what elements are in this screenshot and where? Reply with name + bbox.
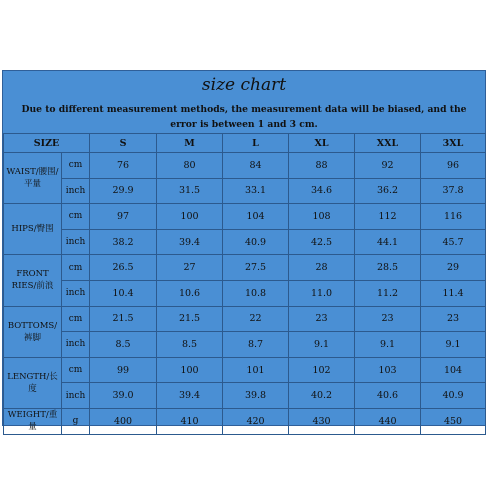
value-cell: 45.7 [421,229,486,255]
value-cell: 28.5 [355,255,421,281]
value-cell: 22 [223,306,289,332]
value-cell: 99 [90,357,157,383]
unit-cell: cm [62,306,90,332]
value-cell: 400 [90,408,157,434]
value-cell: 100 [157,357,223,383]
value-cell: 112 [355,204,421,230]
table-row [4,280,486,306]
value-cell: 23 [355,306,421,332]
size-header-m: M [157,134,223,153]
value-cell: 116 [421,204,486,230]
unit-cell: cm [62,153,90,179]
value-cell: 102 [289,357,355,383]
measurement-label: LENGTH/长度 [4,357,62,408]
value-cell: 410 [157,408,223,434]
value-cell: 29.9 [90,178,157,204]
size-table-body [4,153,486,435]
table-row [4,204,486,230]
value-cell: 104 [421,357,486,383]
size-header-label: SIZE [4,134,90,153]
unit-cell: inch [62,332,90,358]
value-cell: 8.5 [90,332,157,358]
value-cell: 27.5 [223,255,289,281]
value-cell: 39.4 [157,229,223,255]
size-chart-panel [2,70,486,433]
value-cell: 420 [223,408,289,434]
value-cell: 9.1 [289,332,355,358]
value-cell: 23 [289,306,355,332]
unit-cell: inch [62,383,90,409]
value-cell: 97 [90,204,157,230]
value-cell: 103 [355,357,421,383]
value-cell: 33.1 [223,178,289,204]
value-cell: 29 [421,255,486,281]
value-cell: 10.4 [90,280,157,306]
table-row [4,178,486,204]
value-cell: 40.9 [421,383,486,409]
value-cell: 450 [421,408,486,434]
size-table [3,133,486,435]
size-header-3xl: 3XL [421,134,486,153]
value-cell: 101 [223,357,289,383]
value-cell: 31.5 [157,178,223,204]
value-cell: 42.5 [289,229,355,255]
measurement-note: Due to different measurement methods, the measurement data will be biased, and the error is between 1 and 3 cm. [21,104,467,130]
value-cell: 9.1 [355,332,421,358]
value-cell: 44.1 [355,229,421,255]
value-cell: 38.2 [90,229,157,255]
value-cell: 21.5 [90,306,157,332]
measurement-label: WEIGHT/重量 [4,408,62,434]
unit-cell: cm [62,204,90,230]
value-cell: 10.6 [157,280,223,306]
value-cell: 11.0 [289,280,355,306]
value-cell: 84 [223,153,289,179]
value-cell: 36.2 [355,178,421,204]
table-row [4,357,486,383]
value-cell: 40.6 [355,383,421,409]
value-cell: 430 [289,408,355,434]
value-cell: 440 [355,408,421,434]
value-cell: 11.4 [421,280,486,306]
value-cell: 34.6 [289,178,355,204]
table-row [4,332,486,358]
size-header-l: L [223,134,289,153]
table-row [4,255,486,281]
table-row [4,408,486,434]
value-cell: 40.9 [223,229,289,255]
chart-title: size chart [201,75,287,95]
table-row [4,306,486,332]
unit-cell: inch [62,229,90,255]
unit-cell: g [62,408,90,434]
value-cell: 96 [421,153,486,179]
value-cell: 40.2 [289,383,355,409]
value-cell: 8.5 [157,332,223,358]
header-row [4,134,486,153]
value-cell: 37.8 [421,178,486,204]
value-cell: 88 [289,153,355,179]
unit-cell: cm [62,255,90,281]
measurement-label: BOTTOMS/裤脚 [4,306,62,357]
value-cell: 108 [289,204,355,230]
measurement-label: HIPS/臀围 [4,204,62,255]
value-cell: 10.8 [223,280,289,306]
value-cell: 39.4 [157,383,223,409]
size-header-xxl: XXL [355,134,421,153]
value-cell: 39.0 [90,383,157,409]
value-cell: 92 [355,153,421,179]
table-row [4,383,486,409]
value-cell: 23 [421,306,486,332]
value-cell: 80 [157,153,223,179]
size-header-xl: XL [289,134,355,153]
unit-cell: inch [62,178,90,204]
value-cell: 39.8 [223,383,289,409]
value-cell: 9.1 [421,332,486,358]
size-header-s: S [90,134,157,153]
measurement-label: WAIST/腰围/平量 [4,153,62,204]
value-cell: 76 [90,153,157,179]
unit-cell: cm [62,357,90,383]
unit-cell: inch [62,280,90,306]
value-cell: 28 [289,255,355,281]
value-cell: 27 [157,255,223,281]
value-cell: 11.2 [355,280,421,306]
table-row [4,153,486,179]
value-cell: 26.5 [90,255,157,281]
measurement-label: FRONT RIES/前浪 [4,255,62,306]
value-cell: 21.5 [157,306,223,332]
value-cell: 104 [223,204,289,230]
value-cell: 100 [157,204,223,230]
table-row [4,229,486,255]
value-cell: 8.7 [223,332,289,358]
